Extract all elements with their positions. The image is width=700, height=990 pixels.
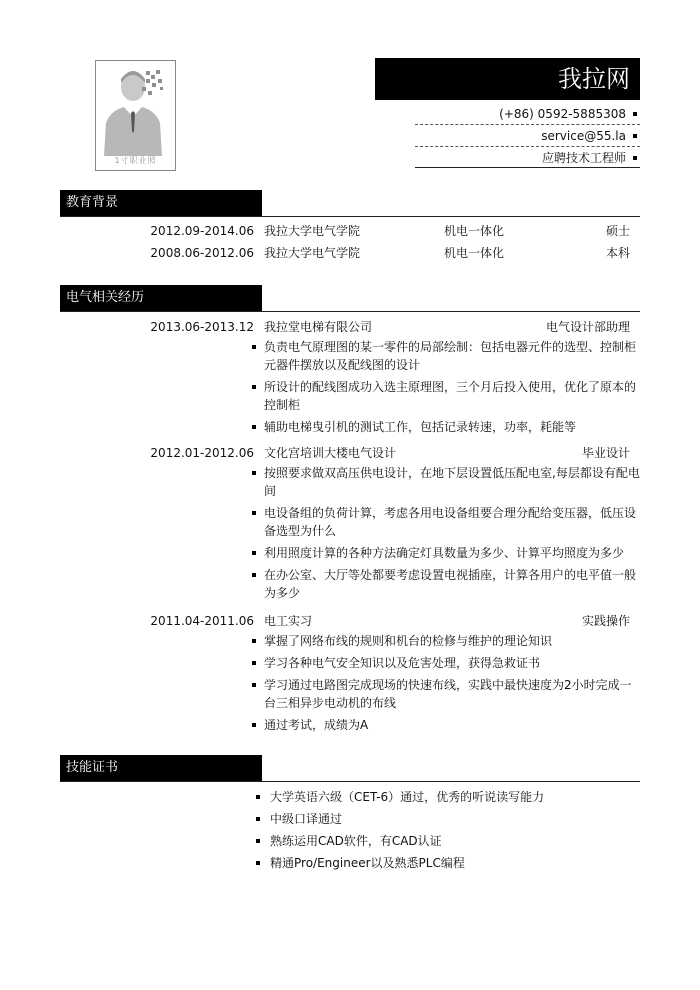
exp-role: 毕业设计 bbox=[581, 446, 630, 460]
list-item: 学习通过电路图完成现场的快速布线，实践中最快速度为2小时完成一台三相异步电动机的布线 bbox=[248, 676, 640, 712]
list-item: 辅助电梯曳引机的测试工作，包括记录转速，功率，耗能等 bbox=[248, 418, 640, 436]
exp-bullet-list bbox=[248, 632, 640, 738]
contact-phone bbox=[415, 104, 640, 124]
skills-bullet-list bbox=[252, 788, 640, 876]
list-item: 学习各种电气安全知识以及危害处理，获得急救证书 bbox=[248, 654, 640, 672]
edu-degree: 本科 bbox=[605, 246, 630, 260]
exp-date: 2013.06-2013.12 bbox=[150, 320, 254, 334]
edu-school: 我拉大学电气学院 bbox=[264, 224, 361, 238]
exp-org: 电工实习 bbox=[264, 614, 313, 628]
section-rule bbox=[60, 781, 640, 782]
exp-bullet-list bbox=[248, 338, 640, 440]
divider bbox=[415, 124, 640, 125]
edu-major: 机电一体化 bbox=[444, 224, 505, 238]
list-item: 按照要求做双高压供电设计，在地下层设置低压配电室,每层都设有配电间 bbox=[248, 464, 640, 500]
exp-org: 我拉堂电梯有限公司 bbox=[264, 320, 373, 334]
position-text: 应聘技术工程师 bbox=[541, 151, 626, 165]
section-title-skills: 技能证书 bbox=[60, 755, 262, 781]
list-item: 大学英语六级（CET-6）通过，优秀的听说读写能力 bbox=[252, 788, 640, 806]
list-item: 精通Pro/Engineer以及熟悉PLC编程 bbox=[252, 854, 640, 872]
contact-position bbox=[415, 148, 640, 168]
edu-date: 2012.09-2014.06 bbox=[150, 224, 254, 238]
section-rule bbox=[60, 311, 640, 312]
edu-degree: 硕士 bbox=[605, 224, 630, 238]
list-item: 掌握了网络布线的规则和机台的检修与维护的理论知识 bbox=[248, 632, 640, 650]
contact-email bbox=[415, 126, 640, 146]
exp-role: 电气设计部助理 bbox=[545, 320, 630, 334]
bullet-square-icon bbox=[633, 112, 637, 116]
list-item: 熟练运用CAD软件，有CAD认证 bbox=[252, 832, 640, 850]
exp-date: 2011.04-2011.06 bbox=[150, 614, 254, 628]
list-item: 通过考试，成绩为A bbox=[248, 716, 640, 734]
edu-date: 2008.06-2012.06 bbox=[150, 246, 254, 260]
section-rule bbox=[60, 216, 640, 217]
edu-major: 机电一体化 bbox=[444, 246, 505, 260]
divider bbox=[415, 146, 640, 147]
list-item: 电设备组的负荷计算，考虑各用电设备组要合理分配给变压器，低压设备选型为什么 bbox=[248, 504, 640, 540]
exp-org: 文化宫培训大楼电气设计 bbox=[264, 446, 397, 460]
email-text: service@55.la bbox=[541, 129, 626, 143]
edu-school: 我拉大学电气学院 bbox=[264, 246, 361, 260]
exp-role: 实践操作 bbox=[581, 614, 630, 628]
divider bbox=[415, 167, 640, 168]
exp-date: 2012.01-2012.06 bbox=[150, 446, 254, 460]
bullet-square-icon bbox=[633, 134, 637, 138]
list-item: 在办公室、大厅等处都要考虑设置电视插座，计算各用户的电平值一般为多少 bbox=[248, 566, 640, 602]
brand-title: 我拉网 bbox=[375, 58, 640, 100]
list-item: 所设计的配线图成功入选主原理图，三个月后投入使用，优化了原本的控制柜 bbox=[248, 378, 640, 414]
list-item: 中级口译通过 bbox=[252, 810, 640, 828]
section-title-education: 教育背景 bbox=[60, 190, 262, 216]
exp-bullet-list bbox=[248, 464, 640, 606]
profile-photo bbox=[95, 60, 176, 171]
section-title-experience: 电气相关经历 bbox=[60, 285, 262, 311]
phone-text: (+86) 0592-5885308 bbox=[499, 107, 626, 121]
photo-caption: 1寸职业照 bbox=[114, 156, 157, 165]
bullet-square-icon bbox=[633, 156, 637, 160]
list-item: 利用照度计算的各种方法确定灯具数量为多少、计算平均照度为多少 bbox=[248, 544, 640, 562]
list-item: 负责电气原理图的某一零件的局部绘制：包括电器元件的选型、控制柜元器件摆放以及配线图的设计 bbox=[248, 338, 640, 374]
person-silhouette-icon bbox=[96, 61, 175, 156]
